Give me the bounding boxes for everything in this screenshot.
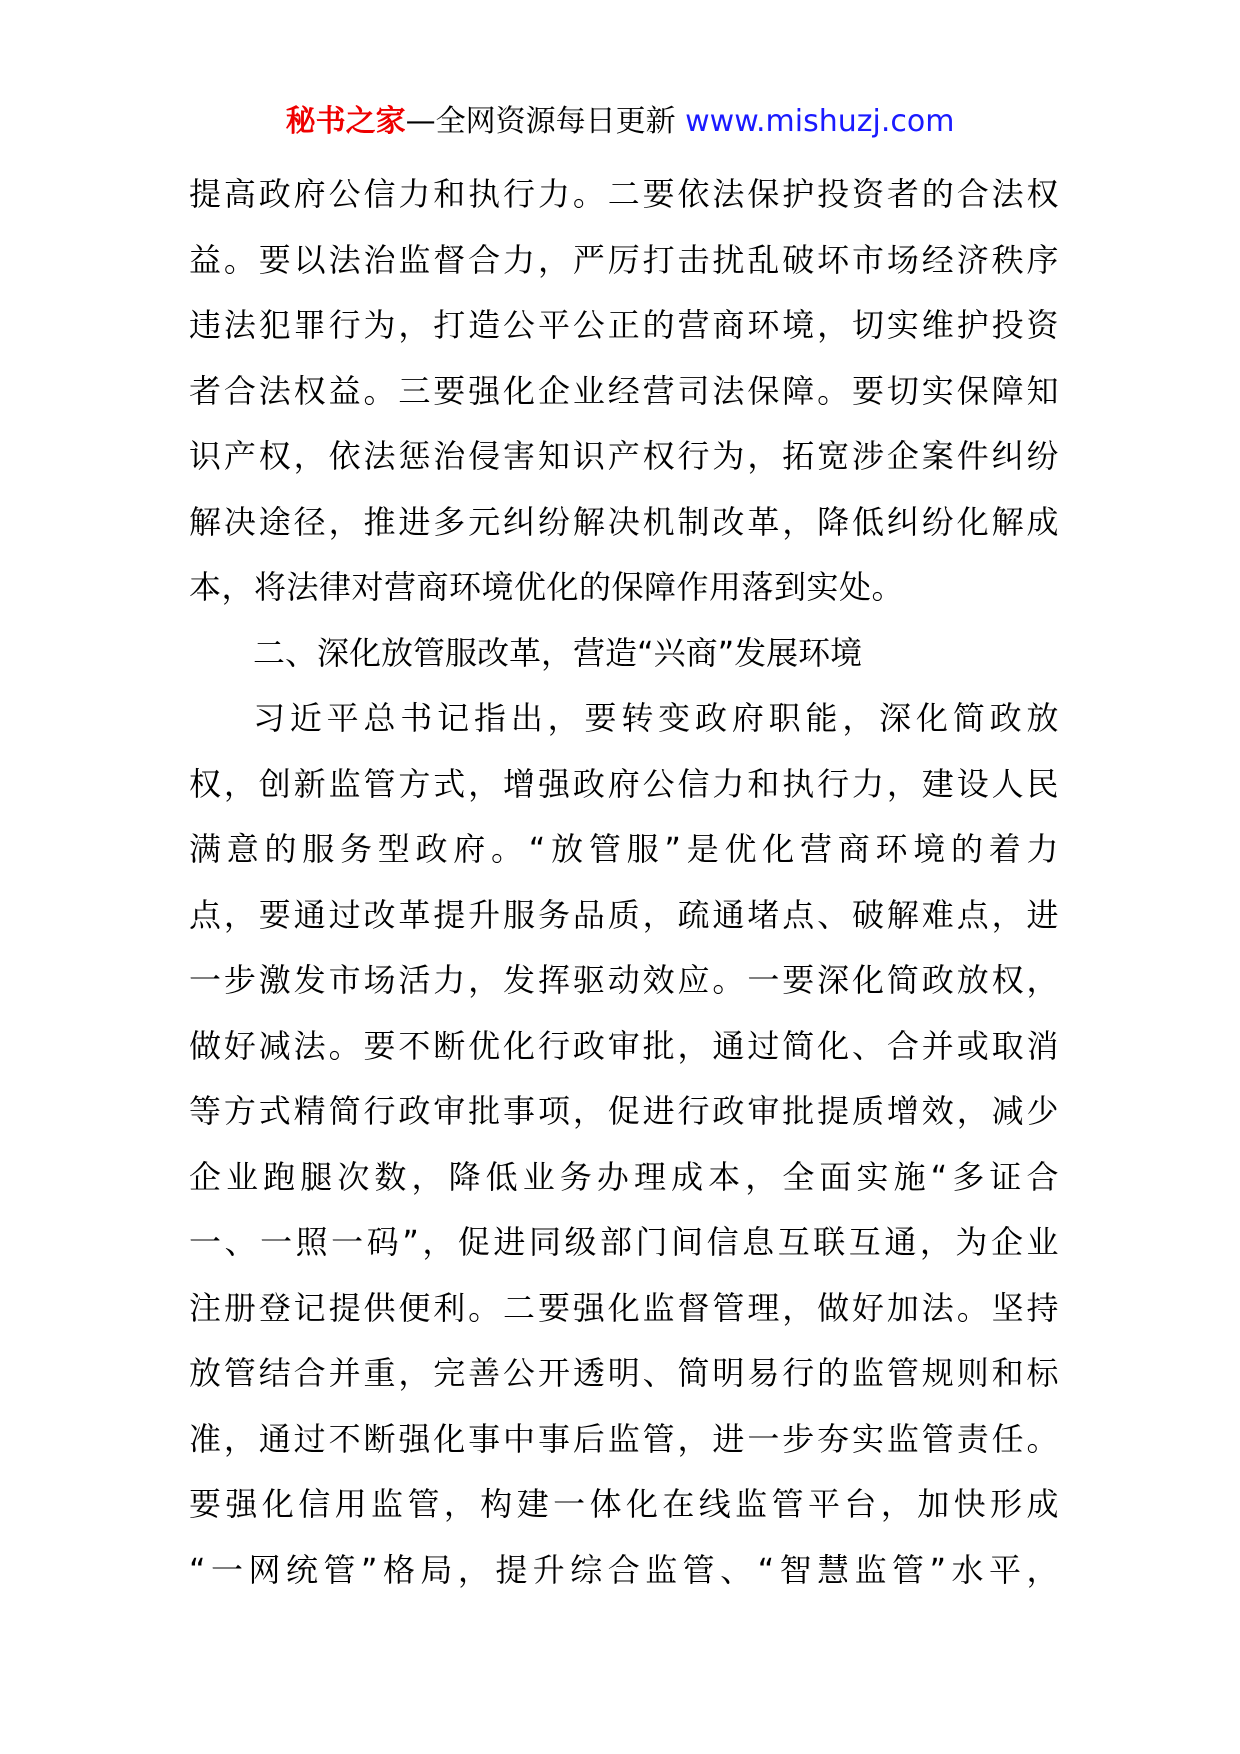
text-line: 注册登记提供便利。二要强化监督管理，做好加法。坚持 xyxy=(189,1288,1059,1327)
text-line: 点，要通过改革提升服务品质，疏通堵点、破解难点，进 xyxy=(189,895,1059,934)
text-line: 者合法权益。三要强化企业经营司法保障。要切实保障知 xyxy=(189,371,1059,410)
text-line: 益。要以法治监督合力，严厉打击扰乱破坏市场经济秩序 xyxy=(189,240,1059,279)
text-line: 违法犯罪行为，打造公平公正的营商环境，切实维护投资 xyxy=(189,306,1059,344)
text-line: 提高政府公信力和执行力。二要依法保护投资者的合法权 xyxy=(189,175,1059,213)
text-line: 本，将法律对营商环境优化的保障作用落到实处。 xyxy=(189,568,905,606)
text-line: 放管结合并重，完善公开透明、简明易行的监管规则和标 xyxy=(189,1354,1059,1392)
text-line: “一网统管”格局，提升综合监管、“智慧监管”水平， xyxy=(189,1550,1059,1589)
site-tagline: —全网资源每日更新 xyxy=(405,104,686,139)
text-line: 识产权，依法惩治侵害知识产权行为，拓宽涉企案件纠纷 xyxy=(189,437,1059,475)
text-line: 满意的服务型政府。“放管服”是优化营商环境的着力 xyxy=(189,830,1059,868)
text-line: 要强化信用监管，构建一体化在线监管平台，加快形成 xyxy=(189,1485,1059,1523)
text-line: 一步激发市场活力，发挥驱动效应。一要深化简政放权， xyxy=(189,961,1059,999)
text-line: 一、一照一码”，促进同级部门间信息互联互通，为企业 xyxy=(189,1223,1059,1261)
document-body xyxy=(189,162,1059,1603)
text-line: 企业跑腿次数，降低业务办理成本，全面实施“多证合 xyxy=(189,1157,1059,1196)
text-line: 权，创新监管方式，增强政府公信力和执行力，建设人民 xyxy=(189,764,1059,803)
site-url: www.mishuzj.com xyxy=(685,104,955,139)
site-brand: 秘书之家 xyxy=(285,104,406,139)
text-line: 等方式精简行政审批事项，促进行政审批提质增效，减少 xyxy=(189,1092,1059,1130)
section-heading: 二、深化放管服改革，营造“兴商”发展环境 xyxy=(253,633,863,672)
text-line: 做好减法。要不断优化行政审批，通过简化、合并或取消 xyxy=(189,1026,1059,1065)
text-line: 习近平总书记指出，要转变政府职能，深化简政放 xyxy=(253,699,1059,737)
site-header xyxy=(0,100,1240,144)
text-line: 准，通过不断强化事中事后监管，进一步夯实监管责任。 xyxy=(189,1419,1059,1458)
text-line: 解决途径，推进多元纠纷解决机制改革，降低纠纷化解成 xyxy=(189,502,1059,541)
